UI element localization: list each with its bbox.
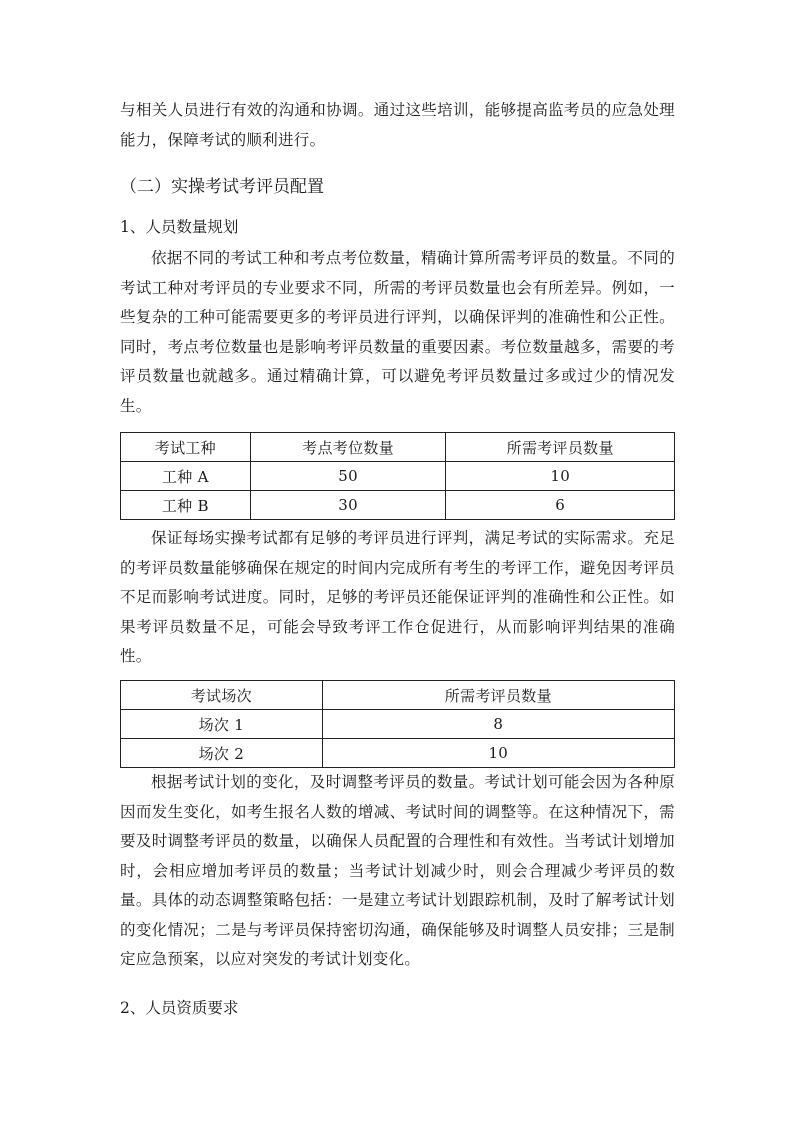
table-cell: 30 — [250, 491, 446, 520]
table-session-staffing — [120, 680, 675, 768]
table-cell: 8 — [322, 710, 674, 739]
table-row — [121, 491, 675, 520]
table-header-cell: 考试场次 — [121, 681, 323, 710]
continuation-paragraph: 与相关人员进行有效的沟通和协调。通过这些培训，能够提高监考员的应急处理能力，保障考试的顺利进行。 — [120, 101, 675, 149]
paragraph-dynamic-adjustment: 根据考试计划的变化，及时调整考评员的数量。考试计划可能会因为各种原因而发生变化，如考生报名人数的增减、考试时间的调整等。在这种情况下，需要及时调整考评员的数量，以确保人员配置的合理性和有效性。当考试计划增加时，会相应增加考评员的数量；当考试计划减少时，则会合理减少考评员的数量。具体的动态调整策略包括：一是建立考试计划跟踪机制，及时了解考试计划的变化情况；二是与考评员保持密切沟通，确保能够及时调整人员安排；三是制定应急预案，以应对突发的考试计划变化。 — [120, 773, 675, 968]
table-header-cell: 所需考评员数量 — [446, 433, 675, 462]
table-cell: 50 — [250, 462, 446, 491]
table-row — [121, 710, 675, 739]
table-cell: 6 — [446, 491, 675, 520]
table-work-type-staffing — [120, 432, 675, 520]
paragraph-sufficient-staff: 保证每场实操考试都有足够的考评员进行评判，满足考试的实际需求。充足的考评员数量能够确保在规定的时间内完成所有考生的考评工作，避免因考评员不足而影响考试进度。同时，足够的考评员还能保证评判的准确性和公正性。如果考评员数量不足，可能会导致考评工作仓促进行，从而影响评判结果的准确性。 — [120, 529, 675, 665]
subsection-heading-staffing: 1、人员数量规划 — [120, 218, 239, 236]
table-cell: 工种 A — [121, 462, 251, 491]
table-row — [121, 739, 675, 768]
table-header-cell: 所需考评员数量 — [322, 681, 674, 710]
table-cell: 场次 2 — [121, 739, 323, 768]
table-header-cell: 考试工种 — [121, 433, 251, 462]
table-cell: 10 — [446, 462, 675, 491]
subsection-heading-qualifications: 2、人员资质要求 — [120, 999, 239, 1017]
table-header-cell: 考点考位数量 — [250, 433, 446, 462]
table-cell: 10 — [322, 739, 674, 768]
table-row — [121, 462, 675, 491]
table-cell: 场次 1 — [121, 710, 323, 739]
table-cell: 工种 B — [121, 491, 251, 520]
paragraph-staff-calculation: 依据不同的考试工种和考点考位数量，精确计算所需考评员的数量。不同的考试工种对考评员的专业要求不同，所需的考评员数量也会有所差异。例如，一些复杂的工种可能需要更多的考评员进行评判，以确保评判的准确性和公正性。同时，考点考位数量也是影响考评员数量的重要因素。考位数量越多，需要的考评员数量也就越多。通过精确计算，可以避免考评员数量过多或过少的情况发生。 — [120, 249, 675, 415]
table-header-row — [121, 433, 675, 462]
table-header-row — [121, 681, 675, 710]
section-heading: （二）实操考试考评员配置 — [120, 177, 324, 197]
